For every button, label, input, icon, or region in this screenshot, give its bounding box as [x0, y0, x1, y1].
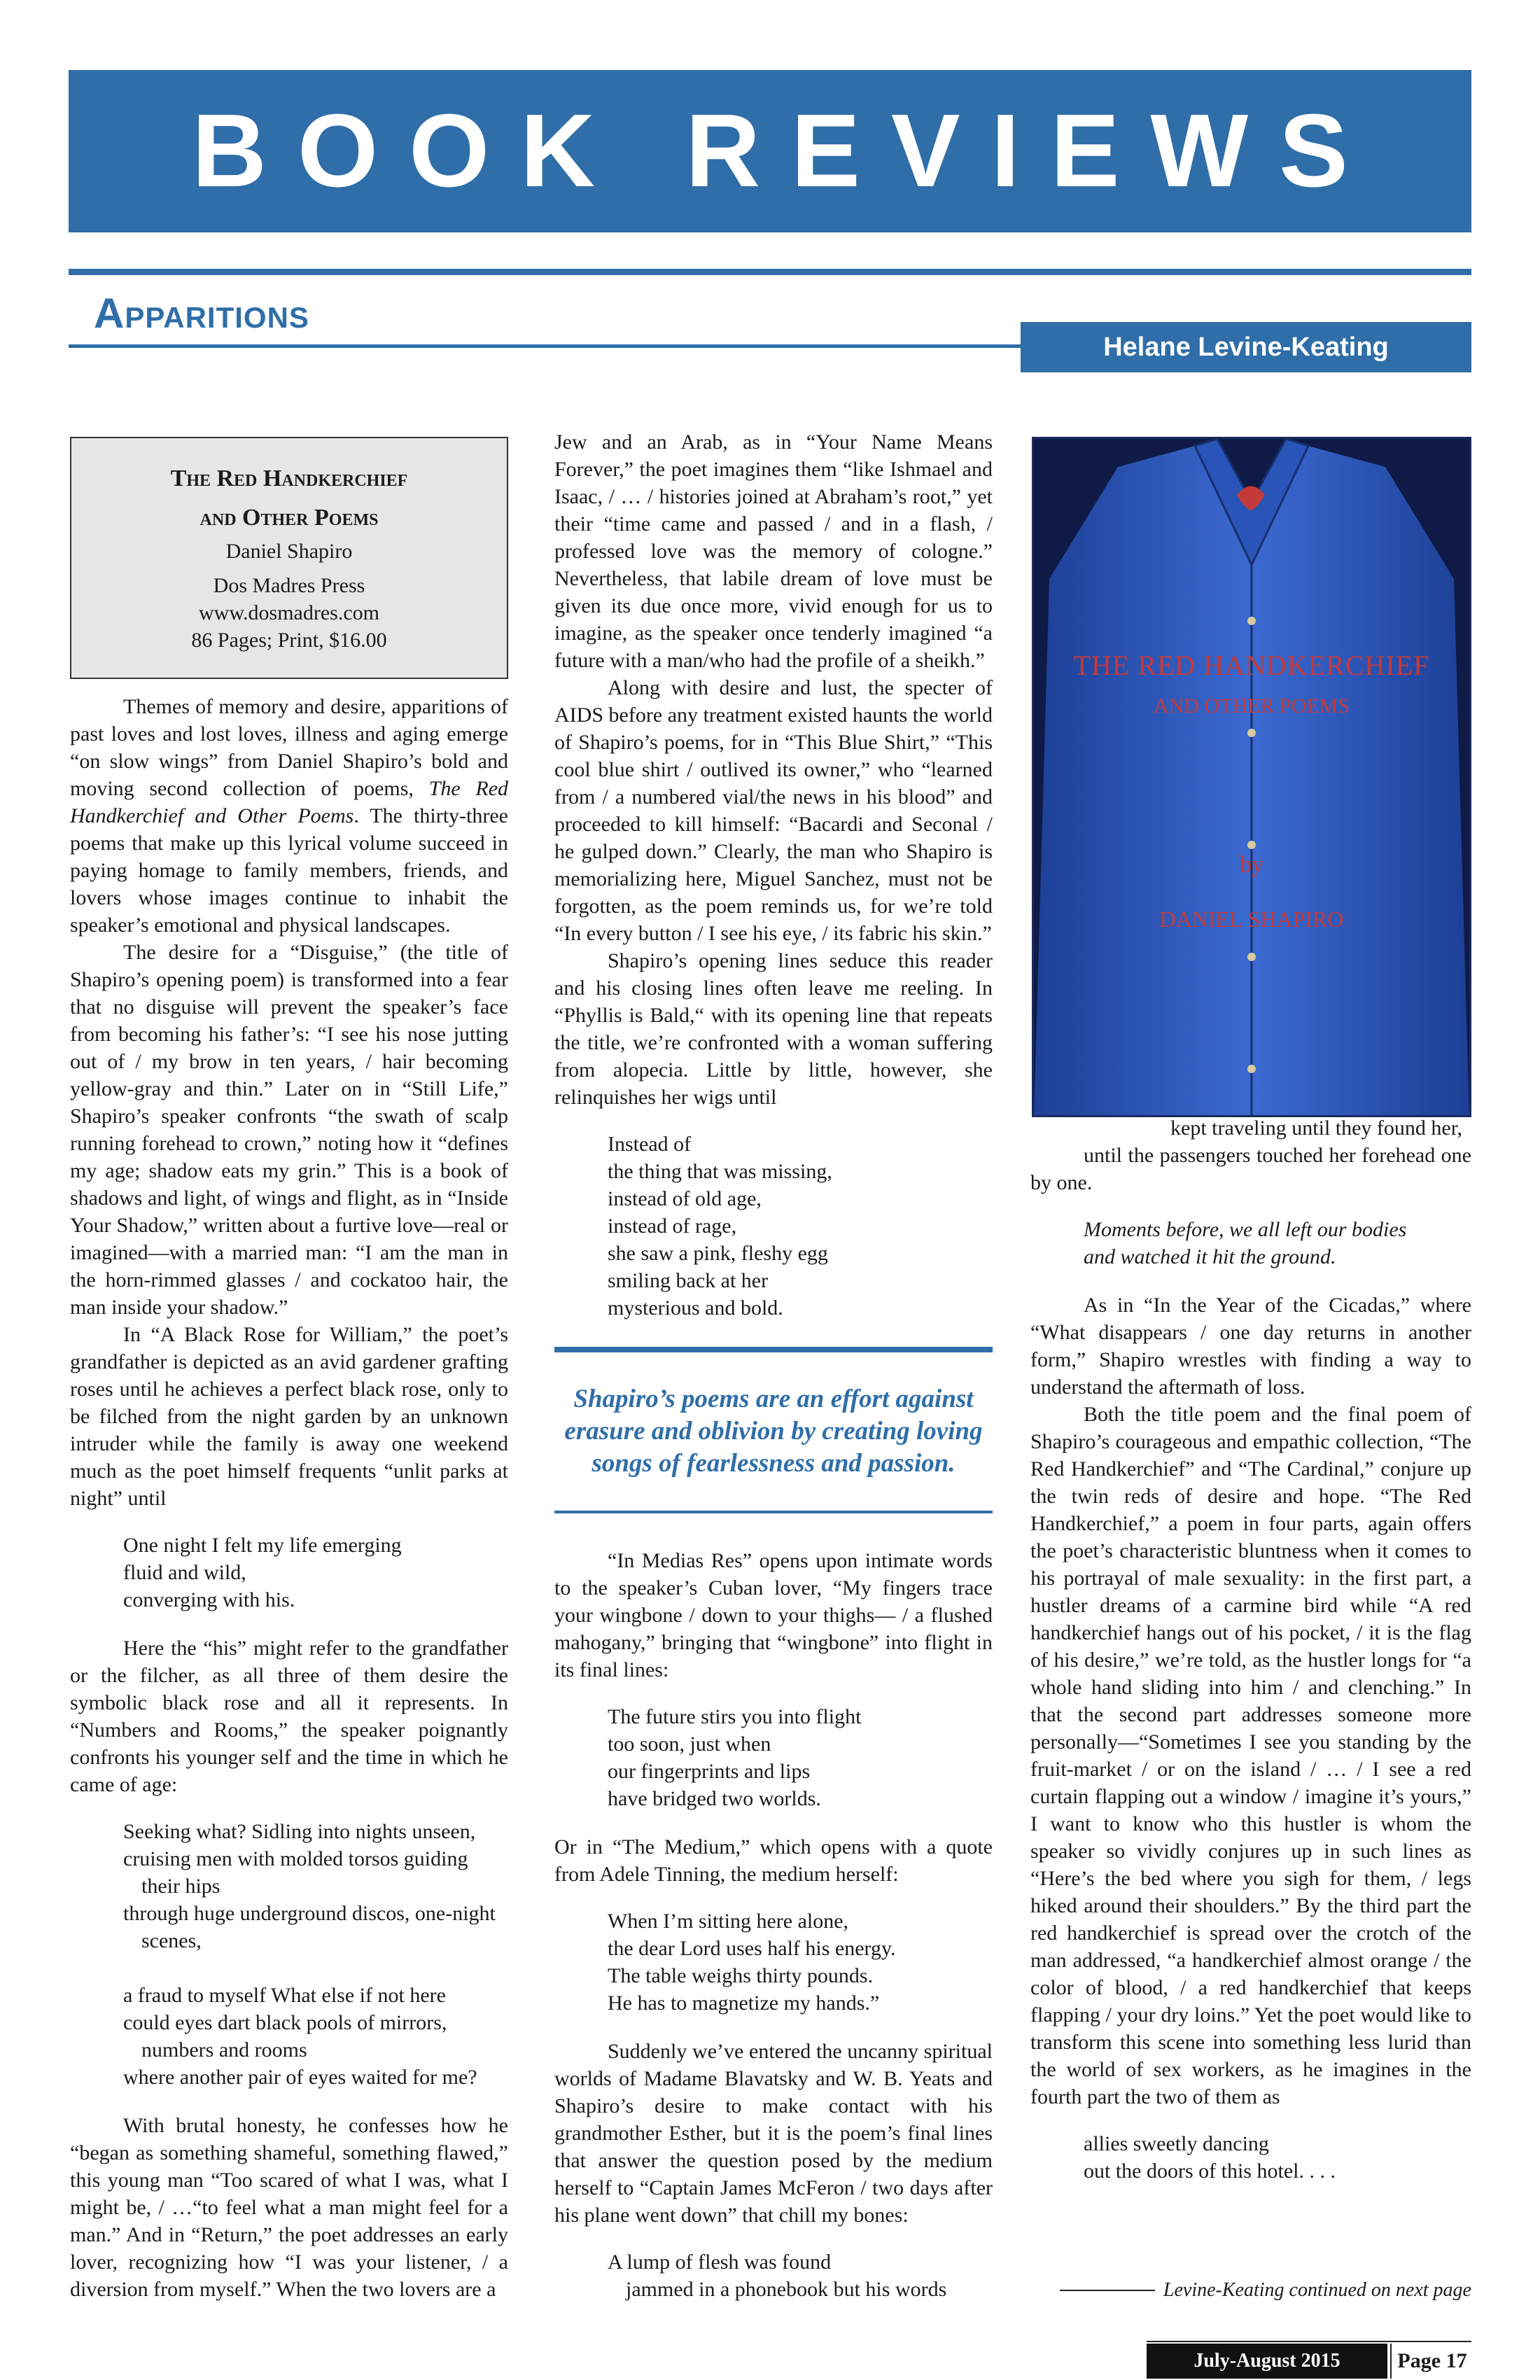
shirt-illustration	[1034, 439, 1469, 1115]
paragraph: until the passengers touched her forehead one by one.	[1030, 1144, 1471, 1194]
paragraph: “In Medias Res” opens upon intimate words to the speaker’s Cuban lover, “My fingers trace your wingbone / down to your thighs— / a flushed mahogany,” bringing that “wingbone” into flight in its final lines:	[554, 1549, 993, 1681]
book-website: www.dosmadres.com	[198, 601, 379, 624]
verse-line: When I’m sitting here alone,	[608, 1910, 849, 1933]
pull-quote-text: Shapiro’s poems are an effort against erasure and oblivion by creating loving songs of fearlessness and passion.	[564, 1385, 983, 1478]
verse-line: the thing that was missing,	[608, 1160, 832, 1183]
verse-line: cruising men with molded torsos guiding	[123, 1847, 468, 1870]
book-info-box	[70, 437, 508, 679]
paragraph: Suddenly we’ve entered the uncanny spiritual worlds of Madame Blavatsky and W. B. Yeats and Shapiro’s desire to make contact with his grandmother Esther, but it is the poem’s final lines that answer the question posed by the medium herself to “Captain James McFeron / two days after his plane went down” that chill my bones:	[554, 2040, 993, 2227]
byline: Helane Levine-Keating	[1103, 332, 1389, 362]
verse-line: where another pair of eyes waited for me?	[123, 2066, 477, 2089]
verse-continuation: kept traveling until they found her,	[1170, 1116, 1463, 1140]
book-title-line2: and Other Poems	[200, 505, 379, 531]
verse-quote	[1084, 2130, 1471, 2185]
cover-title: THE RED HANDKERCHIEF	[1073, 650, 1430, 681]
verse-line: scenes,	[141, 1929, 202, 1952]
verse-line: A lump of flesh was found	[608, 2250, 832, 2274]
paragraph: The desire for a “Disguise,” (the title of Shapiro’s opening poem) is transformed into a fear that no disguise will prevent the speaker’s face from becoming his father’s: “I see his nose jutting out of / my brow in ten years, / hair becoming yellow-gray and thin.” Later on in “Still Life,” Shapiro’s speaker confronts “the swath of scalp running forehead to crown,” noting how it “defines my age; shadow eats my grin.” This is a book of shadows and light, of wings and flight, as in “Inside Your Shadow,” written about a furtive love—real or imagined—with a married man: “I am the man in the horn-rimmed glasses / and cockatoo hair, the man inside your shadow.”	[70, 941, 508, 1319]
verse-line: their hips	[141, 1875, 220, 1898]
verse-quote	[123, 1818, 508, 2091]
paragraph: In “A Black Rose for William,” the poet’s grandfather is depicted as an avid gardener grafting roses until he achieves a perfect black rose, only to be filched from the night garden by an unknown intruder while the family is away one weekend much as the poet himself frequents “unlit parks at night” until	[70, 1323, 508, 1510]
verse-quote	[608, 2248, 993, 2303]
verse-line: instead of rage,	[608, 1214, 737, 1238]
book-details: 86 Pages; Print, $16.00	[191, 629, 387, 652]
verse-line: Instead of	[608, 1133, 692, 1156]
verse-line: have bridged two worlds.	[608, 1787, 821, 1810]
text-run: . The thirty-three poems that make up this lyrical volume succeed in paying homage to family members, friends, and lovers whose images continue to inhabit the speaker’s emotional and physical landscapes.	[70, 804, 508, 937]
page-number: Page 17	[1390, 2344, 1473, 2379]
verse-line: allies sweetly dancing	[1084, 2132, 1269, 2155]
verse-line: the dear Lord uses half his energy.	[608, 1937, 896, 1960]
verse-line: too soon, just when	[608, 1732, 771, 1756]
paragraph	[70, 693, 508, 939]
verse-line: could eyes dart black pools of mirrors,	[123, 2011, 447, 2034]
verse-line: converging with his.	[123, 1588, 295, 1611]
verse-line: numbers and rooms	[141, 2038, 307, 2062]
book-title-italic: The Red Handkerchief and Other Poems	[70, 777, 509, 827]
cover-subtitle: AND OTHER POEMS	[1153, 694, 1350, 718]
verse-line: The future stirs you into flight	[608, 1705, 862, 1728]
paragraph: Shapiro’s opening lines seduce this reader and his closing lines often leave me reeling. In “Phyllis is Bald,“ with its opening line that repeats the title, we’re confronted with a woman suffering from alopecia. Little by little, however, she relinquishes her wigs until	[554, 949, 993, 1109]
verse-quote	[608, 1907, 993, 2017]
book-title-line1: The Red Handkerchief	[170, 465, 408, 491]
column-3	[1030, 1114, 1471, 2206]
verse-line: Moments before, we all left our bodies	[1084, 1218, 1407, 1241]
section-title: BOOK REVIEWS	[192, 93, 1379, 209]
verse-line: One night I felt my life emerging	[123, 1534, 402, 1557]
verse-quote	[1084, 1216, 1471, 1270]
pull-quote	[554, 1347, 993, 1513]
verse-quote	[608, 1130, 993, 1322]
section-banner	[69, 70, 1471, 232]
verse-line: fluid and wild,	[123, 1561, 246, 1584]
continued-dash	[1060, 2290, 1155, 2291]
book-publisher: Dos Madres Press	[213, 574, 365, 597]
issue-date: July-August 2015	[1147, 2344, 1387, 2379]
paragraph: Here the “his” might refer to the grandfather or the filcher, as all three of them desire the symbolic black rose and all it represents. In “Numbers and Rooms,” the speaker poignantly confronts his younger self and the time in which he came of age:	[70, 1637, 508, 1796]
text-run: Themes of memory and desire, apparitions of past loves and lost loves, illness and aging emerge “on slow wings” from Daniel Shapiro’s bold and moving second collection of poems,	[70, 695, 508, 800]
info-spacer	[71, 565, 507, 572]
verse-quote	[608, 1703, 993, 1812]
verse-line: Seeking what? Sidling into nights unseen,	[123, 1820, 476, 1843]
paragraph: Along with desire and lust, the specter of AIDS before any treatment existed haunts the world of Shapiro’s poems, for in “This Blue Shirt,” “This cool blue shirt / outlived its owner,” who “learned from / a numbered vial/the news in his blood” and proceeded to kill himself: “Bacardi and Seconal / he gulped down.” Clearly, the man who Shapiro is memorializing here, Miguel Sanchez, must not be forgotten, as the poem reminds us, for we’re told “In every button / I see his eye, / its fabric his skin.”	[554, 676, 993, 945]
verse-line: mysterious and bold.	[608, 1296, 783, 1320]
footer-rule	[1147, 2341, 1471, 2342]
verse-line: out the doors of this hotel. . . .	[1084, 2160, 1336, 2183]
verse-line: jammed in a phonebook but his words	[626, 2278, 947, 2301]
header-rule-mid	[69, 344, 1023, 348]
verse-line: a fraud to myself What else if not here	[123, 1984, 446, 2007]
verse-line: through huge underground discos, one-night	[123, 1902, 496, 1925]
byline-box	[1021, 322, 1471, 372]
verse-line: He has to magnetize my hands.”	[608, 1991, 880, 2015]
book-author: Daniel Shapiro	[225, 540, 353, 563]
verse-line: smiling back at her	[608, 1269, 769, 1292]
paragraph: With brutal honesty, he confesses how he “began as something shameful, something flawed,” this young man “Too scared of what I was, what I might be, / …“to feel what a man might feel for a man.” And in “Return,” the poet addresses an early lover, recognizing how “I was your listener, / a diversion from myself.” When the two lovers are a	[70, 2114, 508, 2301]
header-rule-top	[69, 269, 1471, 275]
verse-line: she saw a pink, fleshy egg	[608, 1242, 828, 1265]
paragraph: As in “In the Year of the Cicadas,” where “What disappears / one day returns in another form,” Shapiro wrestles with finding a way to understand the aftermath of loss.	[1030, 1294, 1471, 1399]
paragraph: Both the title poem and the final poem of Shapiro’s courageous and empathic collection, “The Red Handkerchief” and “The Cardinal,” conjure up the twin reds of desire and hope. “The Red Handkerchief,” a poem in four parts, again offers the poet’s characteristic bluntness when it comes to his portrayal of male sexuality: in the first part, a hustler dreams of a carmine bird while “A red handkerchief hangs out of his pocket, / it is the flag of his desire,” we’re told, as the hustler longs for “a whole hand sliding into him / and clenching.” In that the second part addresses someone more personally—“Sometimes I see you standing by the fruit-market / or on the island / … / I see a red curtain flapping out a window / imagine it’s yours,” I want to know who this hustler is whom the speaker so vividly conjures up in such lines as “Here’s the bed where you sigh for them, / legs hiked around their shoulders.” By the third part the red handkerchief is spread over the crotch of the man addressed, “a handkerchief almost orange / the color of blood, / a red handkerchief that keeps flapping / your dry loins.” Yet the poet would like to transform this scene into something less lurid than the world of sex workers, as he imagines in the fourth part the two of them as	[1030, 1403, 1471, 2108]
verse-quote	[123, 1532, 508, 1614]
cover-author: DANIEL SHAPIRO	[1159, 906, 1344, 932]
cover-by: by	[1240, 852, 1264, 878]
verse-gap	[123, 1954, 508, 1982]
article-title: Apparitions	[94, 290, 309, 337]
paragraph: Jew and an Arab, as in “Your Name Means Forever,” the poet imagines them “like Ishmael and Isaac, / … / histories joined at Abraham’s root,” yet their “time came and passed / and in a flash, / professed love was the memory of cologne.” Nevertheless, that labile dream of love must be given its due once more, vivid enough for us to imagine, as the speaker once tenderly imagined “a future with a man/who had the profile of a sheikh.”	[554, 430, 993, 672]
continued-text: Levine-Keating continued on next page	[1163, 2279, 1471, 2301]
column-1	[70, 693, 508, 2303]
verse-line: instead of old age,	[608, 1187, 762, 1210]
continued-note	[1029, 2279, 1471, 2302]
paragraph: Or in “The Medium,” which opens with a quote from Adele Tinning, the medium herself:	[554, 1835, 993, 1886]
verse-line: our fingerprints and lips	[608, 1760, 811, 1783]
book-cover-image	[1032, 437, 1471, 1117]
verse-line: and watched it hit the ground.	[1084, 1245, 1336, 1268]
verse-line: The table weighs thirty pounds.	[608, 1964, 874, 1987]
